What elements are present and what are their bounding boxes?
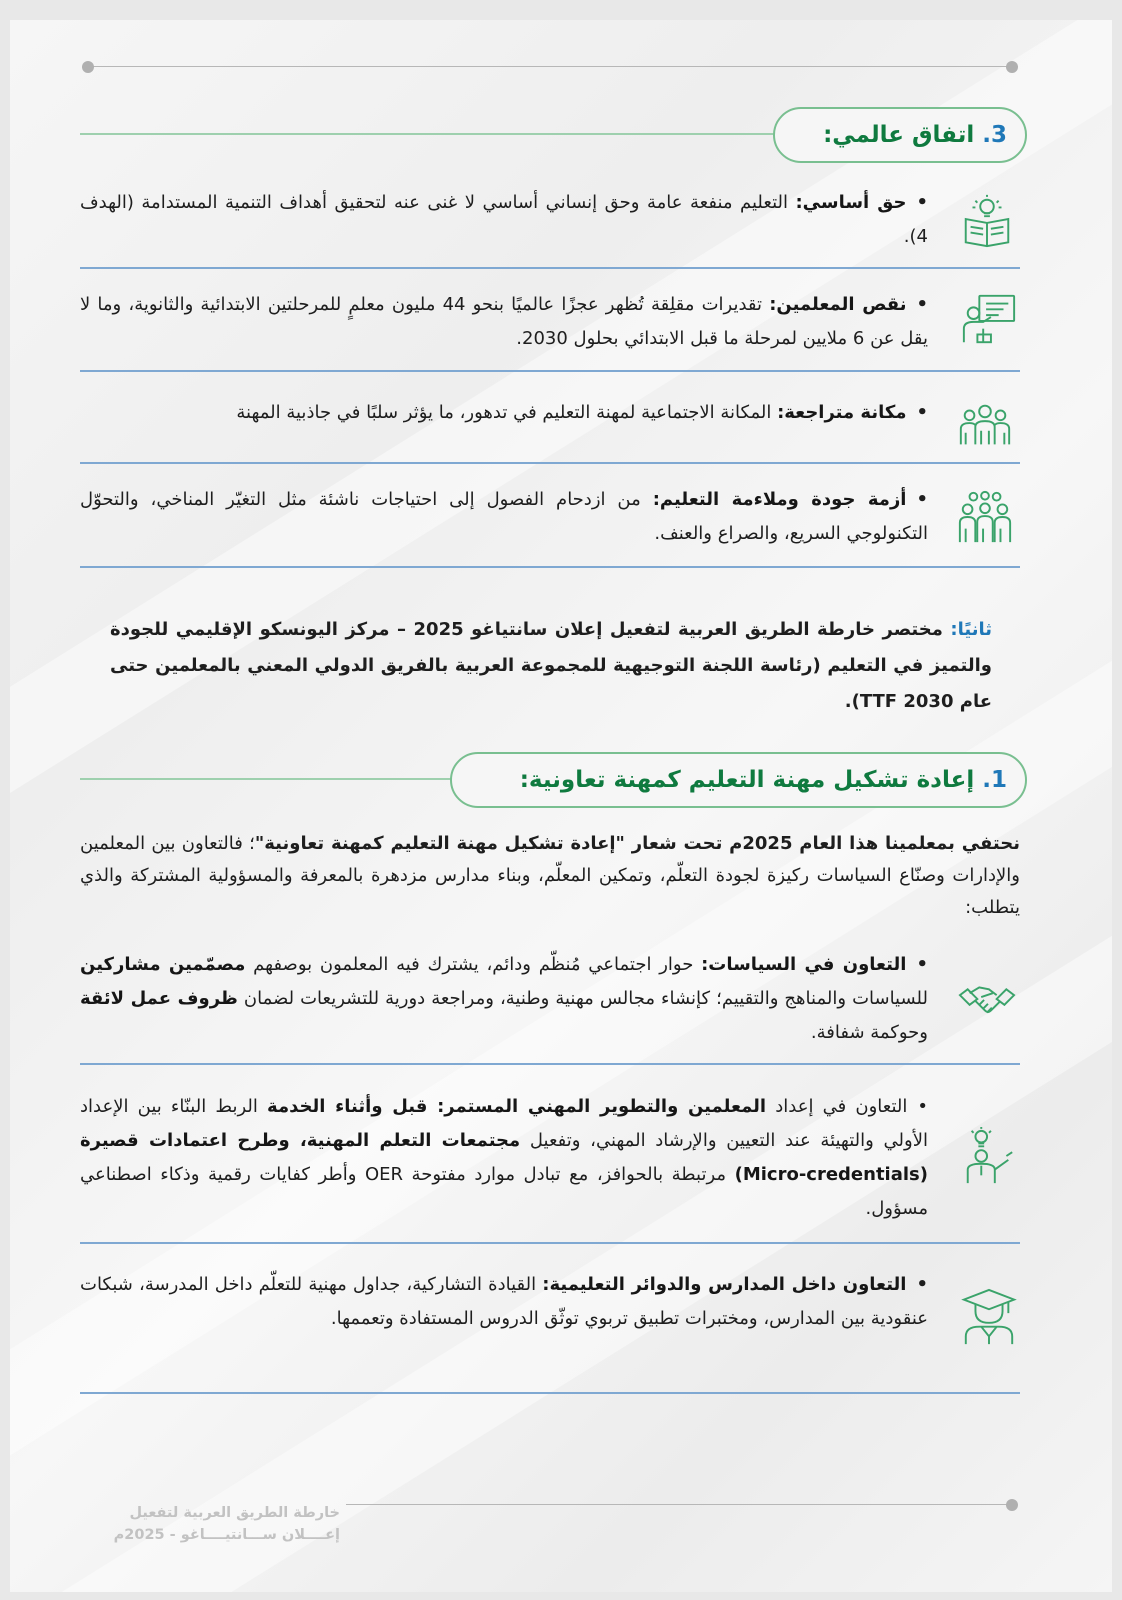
graduate-icon	[960, 1288, 1018, 1346]
separator	[80, 267, 1020, 269]
item-bold-label: أزمة جودة وملاءمة التعليم:	[652, 489, 907, 510]
top-rule-dot-left	[82, 61, 94, 73]
item-bold-label: نقص المعلمين:	[769, 294, 907, 315]
item-text: تقديرات مقلِقة تُظهر عجزًا عالميًا بنحو 44 مليون معلمٍ للمرحلتين الابتدائية والثانوية، وما لا يقل عن 6 ملايين لمرحلة ما قبل الابتدائي بحلول 2030.	[80, 294, 928, 349]
item-text: من ازدحام الفصول إلى احتياجات ناشئة مثل التغيّر المناخي، والتحوّل التكنولوجي السريع، والصراع والعنف.	[80, 489, 928, 544]
list-item: •أزمة جودة وملاءمة التعليم: من ازدحام الفصول إلى احتياجات ناشئة مثل التغيّر المناخي، والتحوّل التكنولوجي السريع، والصراع والعنف.	[80, 489, 928, 544]
list-item: •التعاون في إعداد المعلمين والتطوير المهني المستمر: قبل وأثناء الخدمة الربط البنّاء بين الإعداد الأولي والتهيئة عند التعيين والإرشاد المهني، وتفعيل مجتمعات التعلم المهنية، وطرح اعتمادات قصيرة (Micro-credentials) مرتبطة بالحوافز، مع تبادل موارد مفتوحة OER وأطر كفايات رقمية وذكاء اصطناعي مسؤول.	[80, 1096, 928, 1219]
item-bold-label: التعاون في السياسات:	[701, 954, 907, 975]
crowd-icon	[956, 488, 1014, 546]
list-item: •حق أساسي: التعليم منفعة عامة وحق إنساني أساسي لا غنى عنه لتحقيق أهداف التنمية المستدامة (الهدف 4).	[80, 192, 928, 247]
section-number: 1.	[982, 767, 1007, 793]
item-text: التعليم منفعة عامة وحق إنساني أساسي لا غنى عنه لتحقيق أهداف التنمية المستدامة (الهدف 4).	[80, 192, 928, 247]
separator	[80, 1242, 1020, 1244]
open-book-lightbulb-icon	[958, 192, 1016, 250]
item-bold-label: مكانة متراجعة:	[777, 402, 907, 423]
intro-paragraph	[80, 828, 1020, 924]
list-item: •نقص المعلمين: تقديرات مقلِقة تُظهر عجزًا عالميًا بنحو 44 مليون معلمٍ للمرحلتين الابتدائية والثانوية، وما لا يقل عن 6 ملايين لمرحلة ما قبل الابتدائي بحلول 2030.	[80, 294, 928, 349]
footer-line-1: خارطة الطريق العربية لتفعيل	[129, 1505, 340, 1521]
page	[10, 20, 1112, 1592]
separator	[80, 1392, 1020, 1394]
section-title: اتفاق عالمي:	[823, 122, 975, 148]
list-item: •مكانة متراجعة: المكانة الاجتماعية لمهنة التعليم في تدهور، ما يؤثر سلبًا في جاذبية المهنة	[236, 402, 928, 423]
footer-rule	[346, 1504, 1012, 1505]
handshake-icon	[958, 970, 1016, 1028]
list-item: •التعاون في السياسات: حوار اجتماعي مُنظّم ودائم، يشترك فيه المعلمون بوصفهم مصمّمين مشاركين للسياسات والمناهج والتقييم؛ كإنشاء مجالس مهنية وطنية، ومراجعة دورية للتشريعات لضمان ظروف عمل لائقة وحوكمة شفافة.	[80, 954, 928, 1043]
people-group-icon	[956, 396, 1014, 454]
secondly-text: مختصر خارطة الطريق العربية لتفعيل إعلان سانتياغو 2025 – مركز اليونسكو الإقليمي للجودة والتميز في التعليم (رئاسة اللجنة التوجيهية للمجموعة العربية بالفريق الدولي المعني بالمعلمين حتى عام 2030 TTF).	[110, 619, 992, 712]
section-reshape-heading	[450, 752, 1027, 808]
separator	[80, 1063, 1020, 1065]
intro-bold: نحتفي بمعلمينا هذا العام 2025م تحت شعار "إعادة تشكيل مهنة التعليم كمهنة تعاونية"	[254, 833, 1020, 854]
secondly-label: ثانيًا:	[950, 619, 992, 640]
item-text: المكانة الاجتماعية لمهنة التعليم في تدهور، ما يؤثر سلبًا في جاذبية المهنة	[236, 402, 778, 423]
teacher-idea-icon	[960, 1127, 1018, 1185]
item-bold-label: حق أساسي:	[795, 192, 907, 213]
footer-title	[80, 1502, 340, 1546]
section-heading-line	[80, 778, 460, 780]
item-bold-label: المعلمين والتطوير المهني المستمر: قبل وأثناء الخدمة	[267, 1096, 767, 1117]
separator	[80, 462, 1020, 464]
footer-rule-dot	[1006, 1499, 1018, 1511]
teacher-board-icon	[960, 290, 1018, 348]
section-heading-line	[80, 133, 780, 135]
list-item: •التعاون داخل المدارس والدوائر التعليمية: القيادة التشاركية، جداول مهنية للتعلّم داخل المدرسة، شبكات عنقودية بين المدارس، ومختبرات تطبيق تربوي توثّق الدروس المستفادة وتعممها.	[80, 1274, 928, 1329]
footer-line-2: إعــــلان ســـانتيــــاغو - 2025م	[113, 1527, 340, 1543]
separator	[80, 566, 1020, 568]
separator	[80, 370, 1020, 372]
top-rule	[88, 66, 1012, 67]
secondly-paragraph	[110, 612, 992, 720]
section-number: 3.	[982, 122, 1007, 148]
top-rule-dot-right	[1006, 61, 1018, 73]
section-global-heading	[773, 107, 1027, 163]
item-bold-label: التعاون داخل المدارس والدوائر التعليمية:	[542, 1274, 907, 1295]
section-title: إعادة تشكيل مهنة التعليم كمهنة تعاونية:	[519, 767, 975, 793]
intro-text: ؛ فالتعاون بين المعلمين والإدارات وصنّاع السياسات ركيزة لجودة التعلّم، وتمكين المعلّم، وبناء مدارس مزدهرة بالمعرفة والمسؤولية المشتركة والذي يتطلب:	[80, 833, 1020, 918]
